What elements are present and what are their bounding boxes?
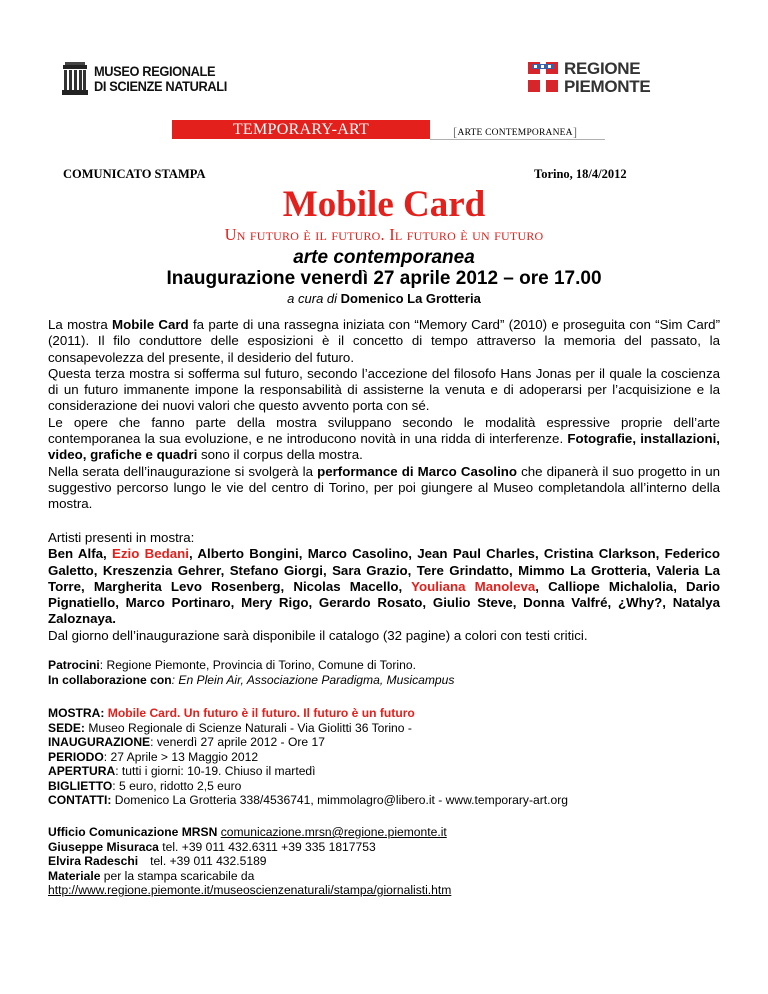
- paragraph-performance: Nella serata dell’inaugurazione si svolgerà la performance di Marco Casolino che dipanerà il suo progetto in un suggestivo percorso lungo le vie del centro di Torino, per poi giungere al Museo completandola all’interno della mostra.: [48, 463, 720, 512]
- banner-side-label: [ARTE CONTEMPORANEA]: [453, 124, 578, 139]
- opening-heading: Inaugurazione venerdì 27 aprile 2012 – ore 17.00: [166, 268, 602, 289]
- body-text: [48, 317, 720, 513]
- detail-mostra: MOSTRA: Mobile Card. Un futuro è il futuro. Il futuro è un futuro: [48, 706, 415, 720]
- genre-heading: arte contemporanea: [293, 247, 475, 268]
- download-url-link[interactable]: http://www.regione.piemonte.it/museoscienzenaturali/stampa/giornalisti.htm: [48, 883, 452, 897]
- office-email-link[interactable]: comunicazione.mrsn@regione.piemonte.it: [220, 825, 447, 839]
- regione-name-line1: REGIONE: [564, 59, 641, 78]
- detail-inaugurazione: INAUGURAZIONE: venerdì 27 aprile 2012 - Ore 17: [48, 735, 325, 749]
- partners-section: [48, 658, 720, 687]
- curator-prefix: a cura di: [287, 291, 338, 306]
- detail-sede: SEDE: Museo Regionale di Scienze Naturali - Via Giolitti 36 Torino -: [48, 720, 412, 735]
- detail-contatti: CONTATTI: Domenico La Grotteria 338/4536741, mimmolagro@libero.it - www.temporary-art.org: [48, 793, 568, 807]
- contact-radeschi: Elvira Radeschi tel. +39 011 432.5189: [48, 854, 267, 868]
- exhibition-details: [48, 706, 720, 808]
- patrocini-line: Patrocini: Regione Piemonte, Provincia di Torino, Comune di Torino.: [48, 658, 416, 672]
- museo-name-line1: MUSEO REGIONALE: [94, 64, 216, 79]
- regione-name-line2: PIEMONTE: [564, 77, 651, 96]
- artists-intro: Artisti presenti in mostra:: [48, 530, 195, 545]
- press-contacts: [48, 825, 720, 898]
- download-url-line: [48, 883, 720, 898]
- subtitle: Un futuro è il futuro. Il futuro è un futuro: [224, 225, 544, 244]
- detail-periodo: PERIODO: 27 Aprile > 13 Maggio 2012: [48, 749, 259, 764]
- regione-logo: [528, 60, 688, 100]
- artists-list: Ben Alfa, Ezio Bedani, Alberto Bongini, Marco Casolino, Jean Paul Charles, Cristina Clarkson, Federico Galetto, Kreszenzia Gehrer, Stefano Giorgi, Sara Grazio, Tere Grindatto, Mimmo La Grotteria, Valeria La Torre, Margherita Levo Rosenberg, Nicolas Macello, Youliana Manoleva, Calliope Michalolia, Dario Pignatiello, Marco Portinaro, Mery Rigo, Gerardo Rosato, Giulio Steve, Donna Valfré, ¿Why?, Natalya Zaloznaya.: [48, 546, 721, 627]
- temporary-art-banner: [172, 120, 430, 139]
- banner-text: TEMPORARY-ART: [232, 121, 370, 138]
- paragraph-works: Le opere che fanno parte della mostra sviluppano secondo le modalità espressive proprie dell’arte contemporanea la sua evoluzione, e ne introducono novità in una ridda di interferenze. Fotografie, installazioni, video, grafiche e quadri sono il corpus della mostra.: [48, 414, 721, 463]
- materiale-line: Materiale per la stampa scaricabile da: [48, 868, 255, 883]
- office-line: Ufficio Comunicazione MRSN comunicazione.mrsn@regione.piemonte.it: [48, 825, 447, 839]
- curator-line: [0, 291, 768, 307]
- press-release-label: COMUNICATO STAMPA: [63, 167, 206, 181]
- paragraph-future: Questa terza mostra si sofferma sul futuro, secondo l’accezione del filosofo Hans Jonas per il quale la coscienza di un futuro immanente impone la responsabilità di assisterne la venuta e di adoperarsi per l’acquisizione e la considerazione dei nuovi valori che questo avvento porta con sé.: [48, 365, 720, 414]
- museum-building-icon: [62, 62, 88, 96]
- curator-name: Domenico La Grotteria: [340, 291, 481, 306]
- paragraph-intro: La mostra Mobile Card fa parte di una rassegna iniziata con “Memory Card” (2010) e proseguita con “Sim Card” (2011). Il filo conduttore delle esposizioni è il concetto di tempo attraverso la memoria del passato, la consapevolezza del presente, il desiderio del futuro.: [48, 317, 721, 365]
- detail-biglietto: BIGLIETTO: 5 euro, ridotto 2,5 euro: [48, 778, 242, 793]
- detail-apertura: APERTURA: tutti i giorni: 10-19. Chiuso il martedì: [48, 764, 316, 778]
- banner-side-text: ARTE CONTEMPORANEA: [457, 128, 573, 138]
- museo-logo: [62, 62, 242, 100]
- dateline: Torino, 18/4/2012: [534, 167, 627, 181]
- banner-divider: [430, 139, 605, 140]
- collaboration-line: In collaborazione con: En Plein Air, Associazione Paradigma, Musicampus: [48, 672, 455, 687]
- page-title: Mobile Card: [282, 184, 486, 225]
- catalog-note: Dal giorno dell’inaugurazione sarà disponibile il catalogo (32 pagine) a colori con testi critici.: [48, 627, 588, 643]
- regione-flag-icon: [528, 62, 558, 92]
- museo-name-line2: DI SCIENZE NATURALI: [94, 79, 227, 94]
- artists-section: [48, 530, 720, 644]
- contact-misuraca: Giuseppe Misuraca tel. +39 011 432.6311 +39 335 1817753: [48, 839, 376, 854]
